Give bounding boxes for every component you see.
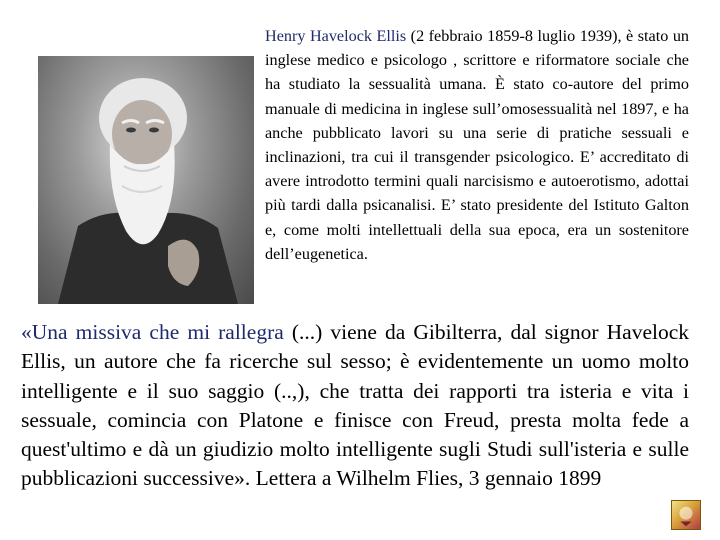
quote-lead: «Una missiva che mi rallegra (21, 320, 284, 344)
bio-text: (2 febbraio 1859-8 luglio 1939), è stato un inglese medico e psicologo , scrittore e riformatore sociale che ha studiato la sessualità umana. È stato co-autore del primo manuale di medicina in inglese sull’omosessualità nel 1897, e ha anche pubblicato lavori su una serie di pratiche sessuali e inclinazioni, tra cui il transgender psicologico. E’ accreditato di avere introdotto termini quali narcisismo e autoerotismo, adottai più tardi dalla psicanalisi. E’ stato presidente del Istituto Galton e, come molti intellettuali della sua epoca, era un sostenitore dell’eugenetica. (265, 27, 690, 263)
portrait-photo (38, 56, 254, 304)
quote-text: (...) viene da Gibilterra, dal signor Havelock Ellis, un autore che fa ricerche sul sesso; è evidentemente un uomo molto intelligente e il suo saggio (..,), che tratta dei rapporti tra isteria e vita i sessuale, comincia con Platone e finisce con Freud, presta molta fede a quest'ultimo e dà un giudizio molto intelligente sugli Studi sull'isteria e sulle pubblicazioni successive». Lettera a Wilhelm Flies, 3 gennaio 1899 (21, 320, 689, 491)
bio-name: Henry Havelock Ellis (265, 27, 407, 45)
bio-paragraph (265, 24, 689, 266)
bearded-man-portrait-icon (38, 56, 254, 304)
freud-quote-paragraph (21, 318, 689, 494)
slide-nav-icon[interactable] (671, 500, 701, 530)
return-arrow-icon (672, 501, 700, 529)
